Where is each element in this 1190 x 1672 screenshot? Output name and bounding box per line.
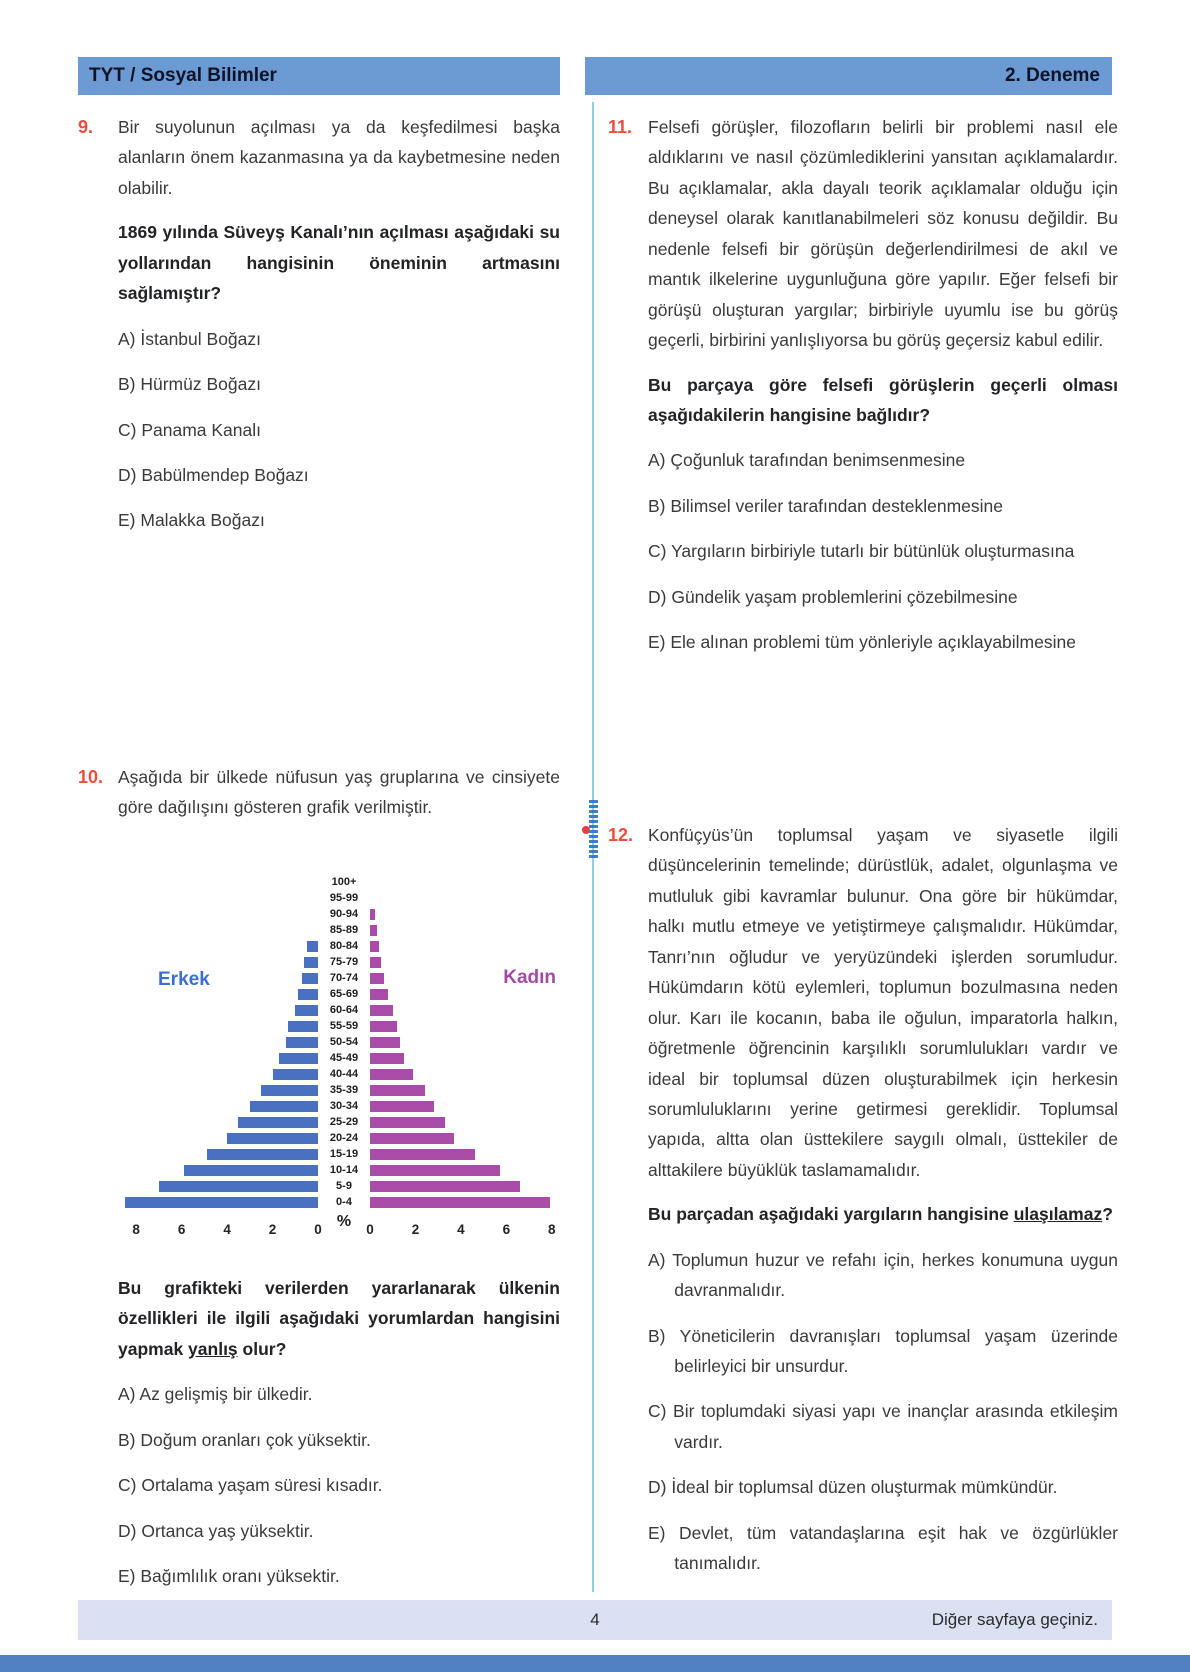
age-group-label: 0-4: [336, 1196, 352, 1209]
options-list: [118, 1379, 560, 1591]
pyramid-axis-left: [118, 1211, 322, 1241]
answer-option: C) Yargıların birbiriyle tutarlı bir bütünlük oluşturmasına: [648, 541, 1075, 562]
answer-option: D) Babülmendep Boğazı: [118, 464, 309, 485]
question-paragraph: Bir suyolunun açılması ya da keşfedilmesi başka alanların önem kazanmasına ya da kaybetmesine neden olabilir.: [118, 117, 560, 198]
male-bar-area: [118, 1101, 318, 1112]
male-bar-area: [118, 1053, 318, 1064]
female-bar-area: [370, 957, 570, 968]
pyramid-row: [118, 1195, 570, 1211]
female-bar: [370, 1021, 397, 1032]
publisher-logo-dot: [582, 826, 590, 834]
female-bar: [370, 957, 381, 968]
male-bar-area: [118, 925, 318, 936]
axis-tick-label: 4: [223, 1221, 231, 1237]
axis-tick-label: 2: [411, 1221, 420, 1237]
age-group-label: 20-24: [329, 1132, 359, 1145]
male-bar-area: [118, 1069, 318, 1080]
options-list: [648, 1245, 1118, 1579]
male-bar: [286, 1037, 318, 1048]
female-bar-area: [370, 893, 570, 904]
question-12: [608, 820, 1118, 1579]
pyramid-rows: [118, 875, 570, 1211]
female-bar: [370, 1085, 425, 1096]
answer-option: E) Devlet, tüm vatandaşlarına eşit hak ve özgürlükler tanımalıdır.: [648, 1522, 1118, 1574]
male-bar: [250, 1101, 318, 1112]
age-group-label: 5-9: [336, 1180, 352, 1193]
age-group-label: 80-84: [329, 940, 359, 953]
female-bar: [370, 1005, 393, 1016]
answer-option: D) Ortanca yaş yüksektir.: [118, 1520, 314, 1541]
page-number: 4: [590, 1610, 600, 1629]
pyramid-axis-right: [366, 1211, 570, 1241]
age-group-label: 35-39: [329, 1084, 359, 1097]
female-bar-area: [370, 1005, 570, 1016]
male-bar-area: [118, 973, 318, 984]
question-number: 9.: [78, 117, 94, 137]
age-group-label: 45-49: [329, 1052, 359, 1065]
answer-option: B) Bilimsel veriler tarafından desteklenmesine: [648, 495, 1004, 516]
exam-section-label: TYT / Sosyal Bilimler: [89, 65, 277, 86]
age-group-label: 55-59: [329, 1020, 359, 1033]
axis-tick-label: 2: [268, 1221, 277, 1237]
age-group-label: 40-44: [329, 1068, 359, 1081]
male-bar-area: [118, 877, 318, 888]
age-group-label: 100+: [331, 876, 357, 889]
male-bar-area: [118, 957, 318, 968]
question-11: [608, 112, 1118, 658]
female-bar: [370, 973, 384, 984]
pyramid-row: [118, 907, 570, 923]
answer-option: A) Az gelişmiş bir ülkedir.: [118, 1384, 313, 1405]
female-bar-area: [370, 925, 570, 936]
female-bar-area: [370, 1053, 570, 1064]
age-group-label: 95-99: [329, 892, 359, 905]
axis-tick-label: 8: [548, 1221, 556, 1237]
male-bar-area: [118, 1085, 318, 1096]
axis-tick-label: 6: [177, 1221, 186, 1237]
answer-option: E) Bağımlılık oranı yüksektir.: [118, 1565, 340, 1586]
female-bar-area: [370, 1069, 570, 1080]
female-bar-area: [370, 989, 570, 1000]
legend-male-label: Erkek: [158, 968, 210, 990]
female-bar: [370, 1149, 475, 1160]
female-bar-area: [370, 1133, 570, 1144]
question-number: 11.: [608, 117, 633, 137]
answer-option: C) Ortalama yaşam süresi kısadır.: [118, 1475, 383, 1496]
question-number: 12.: [608, 825, 634, 845]
age-group-label: 60-64: [329, 1004, 359, 1017]
male-bar-area: [118, 1133, 318, 1144]
female-bar-area: [370, 1149, 570, 1160]
male-bar-area: [118, 1181, 318, 1192]
answer-option: C) Bir toplumdaki siyasi yapı ve inançlar arasında etkileşim vardır.: [648, 1401, 1118, 1452]
female-bar: [370, 1117, 445, 1128]
options-list: [118, 324, 560, 536]
header-section-title: [78, 57, 560, 95]
pyramid-row: [118, 1067, 570, 1083]
axis-tick-label: 4: [457, 1221, 465, 1237]
male-bar: [298, 989, 318, 1000]
female-bar-area: [370, 1037, 570, 1048]
answer-option: E) Ele alınan problemi tüm yönleriyle açıklayabilmesine: [648, 632, 1076, 653]
female-bar: [370, 941, 379, 952]
pyramid-row: [118, 875, 570, 891]
female-bar: [370, 1053, 404, 1064]
options-list: [648, 445, 1118, 657]
question-9: [78, 112, 560, 536]
pyramid-axis: [118, 1211, 570, 1241]
female-bar: [370, 1197, 550, 1208]
answer-option: D) Gündelik yaşam problemlerini çözebilmesine: [648, 586, 1018, 607]
male-bar-area: [118, 909, 318, 920]
pyramid-row: [118, 1003, 570, 1019]
male-bar-area: [118, 1165, 318, 1176]
axis-tick-label: 0: [366, 1221, 374, 1237]
female-bar: [370, 925, 377, 936]
age-group-label: 50-54: [329, 1036, 359, 1049]
answer-option: A) Çoğunluk tarafından benimsenmesine: [648, 450, 966, 471]
question-prompt: 1869 yılında Süveyş Kanalı’nın açılması aşağıdaki su yollarından hangisinin öneminin artmasını sağlamıştır?: [118, 222, 560, 304]
pyramid-row: [118, 939, 570, 955]
male-bar-area: [118, 1021, 318, 1032]
pyramid-row: [118, 1131, 570, 1147]
answer-option: D) İdeal bir toplumsal düzen oluşturmak mümkündür.: [648, 1477, 1058, 1498]
question-10: [78, 762, 560, 1591]
female-bar: [370, 1037, 400, 1048]
publisher-logo: [585, 800, 601, 858]
axis-tick-label: 8: [132, 1221, 140, 1237]
male-bar: [279, 1053, 318, 1064]
question-number: 10.: [78, 767, 104, 787]
age-group-label: 85-89: [329, 924, 359, 937]
legend-female-label: Kadın: [503, 966, 556, 988]
question-paragraph: Konfüçyüs’ün toplumsal yaşam ve siyasetle ilgili düşüncelerinin temelinde; dürüstlük, adalet, olgunlaşma ve mutluluk gibi kavramlar bulunur. Ona göre bir hükümdar, halkı mutlu etmeye ve yetiştirmeye çalışmalıdır. Hükümdar, Tanrı’nın oğludur ve yeryüzündeki işlerden sorumludur. Hükümdarın kötü eylemleri, toplumun bozulmasına neden olur. Karı ile kocanın, baba ile oğulun, imparatorla halkın, öğretmenle öğrencinin karşılıklı sorumlulukları vardır ve ideal bir toplumsal düzen oluşturabilmek için herkesin sorumluluklarını yerine getirmesi gereklidir. Toplumsal yapıda, altta olan üsttekilere saygılı olmalı, üsttekiler de alttakilere büyüklük taslamamalıdır.: [648, 825, 1118, 1180]
footer-note: Diğer sayfaya geçiniz.: [931, 1610, 1098, 1629]
pyramid-row: [118, 1019, 570, 1035]
female-bar-area: [370, 877, 570, 888]
page-header: [78, 57, 1112, 95]
age-group-label: 25-29: [329, 1116, 359, 1129]
pyramid-row: [118, 1179, 570, 1195]
age-group-label: 10-14: [329, 1164, 359, 1177]
pyramid-row: [118, 923, 570, 939]
male-bar: [302, 973, 318, 984]
axis-tick-label: 6: [502, 1221, 511, 1237]
pyramid-row: [118, 1147, 570, 1163]
pyramid-row: [118, 891, 570, 907]
male-bar: [125, 1197, 318, 1208]
exam-name-label: 2. Deneme: [1004, 65, 1100, 86]
male-bar: [184, 1165, 318, 1176]
female-bar: [370, 1133, 454, 1144]
age-group-label: 75-79: [329, 956, 359, 969]
female-bar-area: [370, 1117, 570, 1128]
pyramid-row: [118, 1099, 570, 1115]
question-intro: Aşağıda bir ülkede nüfusun yaş gruplarına ve cinsiyete göre dağılışını gösteren grafik verilmiştir.: [118, 767, 560, 818]
female-bar-area: [370, 1101, 570, 1112]
male-bar-area: [118, 893, 318, 904]
underlined-word: ulaşılamaz: [1013, 1204, 1103, 1225]
male-bar-area: [118, 1117, 318, 1128]
female-bar: [370, 1069, 413, 1080]
footer-bar: [78, 1600, 1112, 1640]
question-paragraph: Felsefi görüşler, filozofların belirli bir problemi nasıl ele aldıklarını ve nasıl çözümlediklerini yansıtan açıklamalardır. Bu açıklamalar, akla dayalı teorik açıklamalar olduğu için deneysel olarak kanıtlanabilmeleri söz konusu değildir. Bu nedenle felsefi bir görüşün değerlendirilmesi de akıl ve mantık ilkelerine uygunluğuna göre yapılır. Eğer felsefi bir görüşü oluşturan yargılar; birbiriyle uyumlu ise bu görüş geçerli, birbirini yanlışlıyorsa bu görüş geçersiz kabul edilir.: [648, 117, 1118, 351]
age-group-label: 70-74: [329, 972, 359, 985]
age-group-label: 15-19: [329, 1148, 359, 1161]
pyramid-row: [118, 987, 570, 1003]
female-bar-area: [370, 1085, 570, 1096]
question-prompt: Bu parçadan aşağıdaki yargıların hangisine ulaşılamaz?: [648, 1204, 1113, 1225]
answer-option: B) Yöneticilerin davranışları toplumsal yaşam üzerinde belirleyici bir unsurdur.: [648, 1325, 1118, 1376]
male-bar: [207, 1149, 318, 1160]
male-bar-area: [118, 1037, 318, 1048]
underlined-word: yanlış: [188, 1338, 238, 1359]
answer-option: A) Toplumun huzur ve refahı için, herkes konumuna uygun davranmalıdır.: [648, 1249, 1118, 1301]
male-bar: [227, 1133, 318, 1144]
male-bar: [307, 941, 318, 952]
question-prompt: Bu parçaya göre felsefi görüşlerin geçerli olması aşağıdakilerin hangisine bağlıdır?: [648, 374, 1118, 425]
answer-option: B) Doğum oranları çok yüksektir.: [118, 1429, 371, 1450]
pyramid-row: [118, 1163, 570, 1179]
male-bar: [288, 1021, 318, 1032]
female-bar: [370, 1181, 520, 1192]
pyramid-row: [118, 1115, 570, 1131]
question-prompt: Bu grafikteki verilerden yararlanarak ülkenin özellikleri ile ilgili aşağıdaki yorumlardan hangisini yapmak yanlış olur?: [118, 1277, 560, 1359]
bottom-strip: [0, 1655, 1190, 1672]
female-bar-area: [370, 1181, 570, 1192]
female-bar: [370, 1165, 500, 1176]
age-group-label: 90-94: [329, 908, 359, 921]
male-bar: [261, 1085, 318, 1096]
axis-tick-label: 0: [314, 1221, 322, 1237]
answer-option: E) Malakka Boğazı: [118, 510, 265, 531]
female-bar-area: [370, 1021, 570, 1032]
pyramid-row: [118, 1035, 570, 1051]
female-bar-area: [370, 941, 570, 952]
male-bar: [273, 1069, 318, 1080]
male-bar: [159, 1181, 318, 1192]
female-bar-area: [370, 973, 570, 984]
answer-option: A) İstanbul Boğazı: [118, 328, 261, 349]
female-bar: [370, 909, 375, 920]
male-bar-area: [118, 1149, 318, 1160]
header-exam-title: [585, 57, 1112, 95]
percent-axis-label: %: [336, 1212, 352, 1230]
female-bar: [370, 1101, 434, 1112]
male-bar: [238, 1117, 318, 1128]
male-bar-area: [118, 1005, 318, 1016]
population-pyramid-chart: [118, 875, 570, 1241]
male-bar-area: [118, 941, 318, 952]
male-bar-area: [118, 1197, 318, 1208]
female-bar: [370, 989, 388, 1000]
female-bar-area: [370, 1197, 570, 1208]
male-bar: [304, 957, 318, 968]
pyramid-row: [118, 1083, 570, 1099]
male-bar: [295, 1005, 318, 1016]
age-group-label: 65-69: [329, 988, 359, 1001]
male-bar-area: [118, 989, 318, 1000]
answer-option: C) Panama Kanalı: [118, 419, 261, 440]
answer-option: B) Hürmüz Boğazı: [118, 374, 261, 395]
pyramid-row: [118, 1051, 570, 1067]
age-group-label: 30-34: [329, 1100, 359, 1113]
female-bar-area: [370, 909, 570, 920]
female-bar-area: [370, 1165, 570, 1176]
